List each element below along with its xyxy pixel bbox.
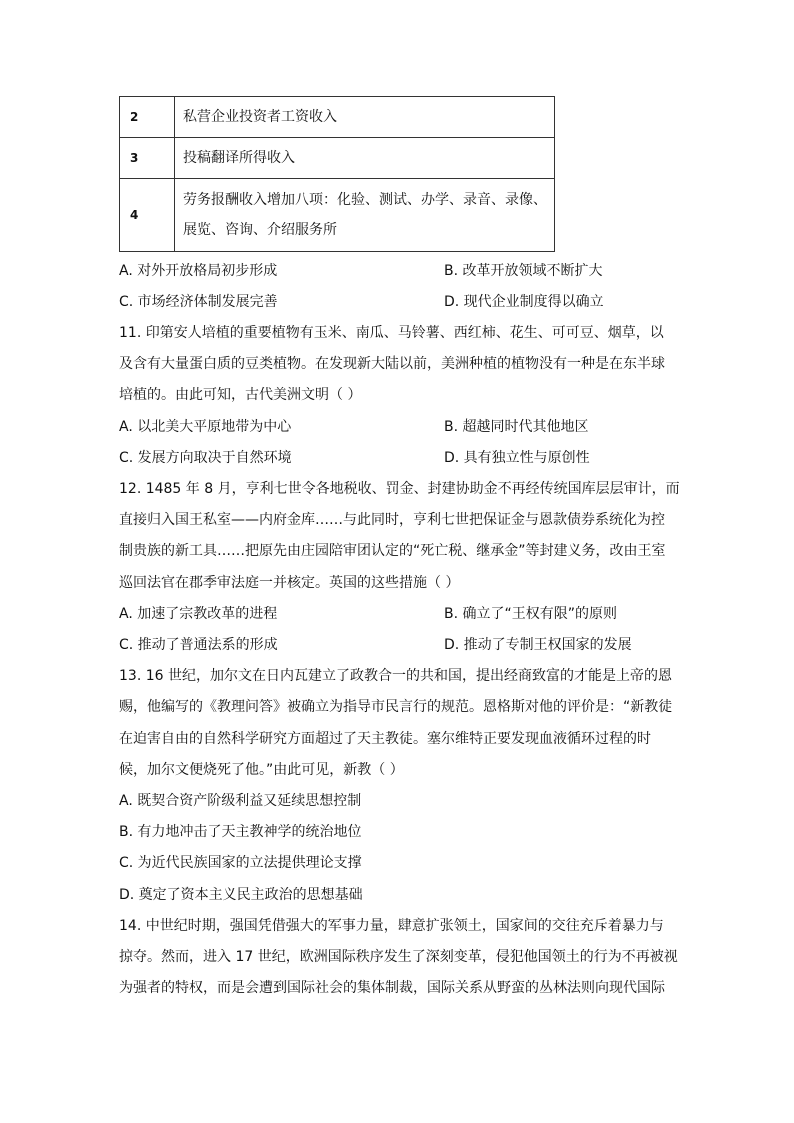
q13-stem-line: 在迫害自由的自然科学研究方面超过了天主教徒。塞尔维特正要发现血液循环过程的时 — [119, 731, 651, 747]
row-number: 3 — [120, 138, 175, 179]
row-number: 2 — [120, 97, 175, 138]
row-number: 4 — [120, 179, 175, 252]
q11-option-b: B. 超越同时代其他地区 — [444, 419, 589, 435]
q11-option-d: D. 具有独立性与原创性 — [444, 450, 590, 466]
q12-option-b: B. 确立了“王权有限”的原则 — [444, 606, 618, 622]
q14-stem-line: 14. 中世纪时期，强国凭借强大的军事力量，肆意扩张领土，国家间的交往充斥着暴力与 — [119, 918, 664, 934]
q12-stem-line: 制贵族的新工具……把原先由庄园陪审团认定的“死亡税、继承金”等封建义务，改由王室 — [119, 543, 666, 559]
q11-stem-line: 及含有大量蛋白质的豆类植物。在发现新大陆以前，美洲种植的植物没有一种是在东半球 — [119, 356, 665, 372]
q11-stem-line: 11. 印第安人培植的重要植物有玉米、南瓜、马铃薯、西红柿、花生、可可豆、烟草，以 — [119, 325, 664, 341]
q10-option-a: A. 对外开放格局初步形成 — [119, 263, 278, 279]
table-row — [120, 138, 555, 179]
q12-stem-line: 巡回法官在郡季审法庭一并核定。英国的这些措施（ ） — [119, 575, 460, 591]
q13-option-b: B. 有力地冲击了天主教神学的统治地位 — [119, 824, 362, 840]
q12-option-a: A. 加速了宗教改革的进程 — [119, 606, 278, 622]
q12-option-d: D. 推动了专制王权国家的发展 — [444, 637, 632, 653]
q12-option-c: C. 推动了普通法系的形成 — [119, 637, 278, 653]
table-row — [120, 179, 555, 252]
row-text-line: 展览、咨询、介绍服务所 — [183, 222, 337, 238]
q14-stem-line: 掠夺。然而，进入 17 世纪，欧洲国际秩序发生了深刻变革，侵犯他国领土的行为不再被视 — [119, 949, 678, 965]
row-text — [175, 179, 555, 252]
q13-option-a: A. 既契合资产阶级利益又延续思想控制 — [119, 793, 362, 809]
q13-option-d: D. 奠定了资本主义民主政治的思想基础 — [119, 887, 363, 903]
q11-stem-line: 培植的。由此可知，古代美洲文明（ ） — [119, 387, 362, 403]
q13-stem-line: 13. 16 世纪，加尔文在日内瓦建立了政教合一的共和国，提出经商致富的才能是上帝的恩 — [119, 668, 672, 684]
q10-option-b: B. 改革开放领域不断扩大 — [444, 263, 603, 279]
q13-stem-line: 赐，他编写的《教理问答》被确立为指导市民言行的规范。恩格斯对他的评价是：“新教徒 — [119, 699, 673, 715]
q12-stem-line: 12. 1485 年 8 月，亨利七世令各地税收、罚金、封建协助金不再经传统国库层层审计，而 — [119, 481, 680, 497]
q13-option-c: C. 为近代民族国家的立法提供理论支撑 — [119, 855, 362, 871]
q12-stem-line: 直接归入国王私室——内府金库……与此同时，亨利七世把保证金与恩款债券系统化为控 — [119, 512, 665, 528]
q10-option-d: D. 现代企业制度得以确立 — [444, 294, 604, 310]
q10-option-c: C. 市场经济体制发展完善 — [119, 294, 278, 310]
q11-option-c: C. 发展方向取决于自然环境 — [119, 450, 292, 466]
table-row — [120, 97, 555, 138]
row-text: 投稿翻译所得收入 — [175, 138, 555, 179]
row-text-line: 劳务报酬收入增加八项：化验、测试、办学、录音、录像、 — [183, 192, 547, 208]
q13-stem-line: 候，加尔文便烧死了他。”由此可见，新教（ ） — [119, 762, 404, 778]
q11-option-a: A. 以北美大平原地带为中心 — [119, 419, 292, 435]
q14-stem-line: 为强者的特权，而是会遭到国际社会的集体制裁，国际关系从野蛮的丛林法则向现代国际 — [119, 980, 665, 996]
row-text: 私营企业投资者工资收入 — [175, 97, 555, 138]
income-table — [119, 96, 555, 252]
